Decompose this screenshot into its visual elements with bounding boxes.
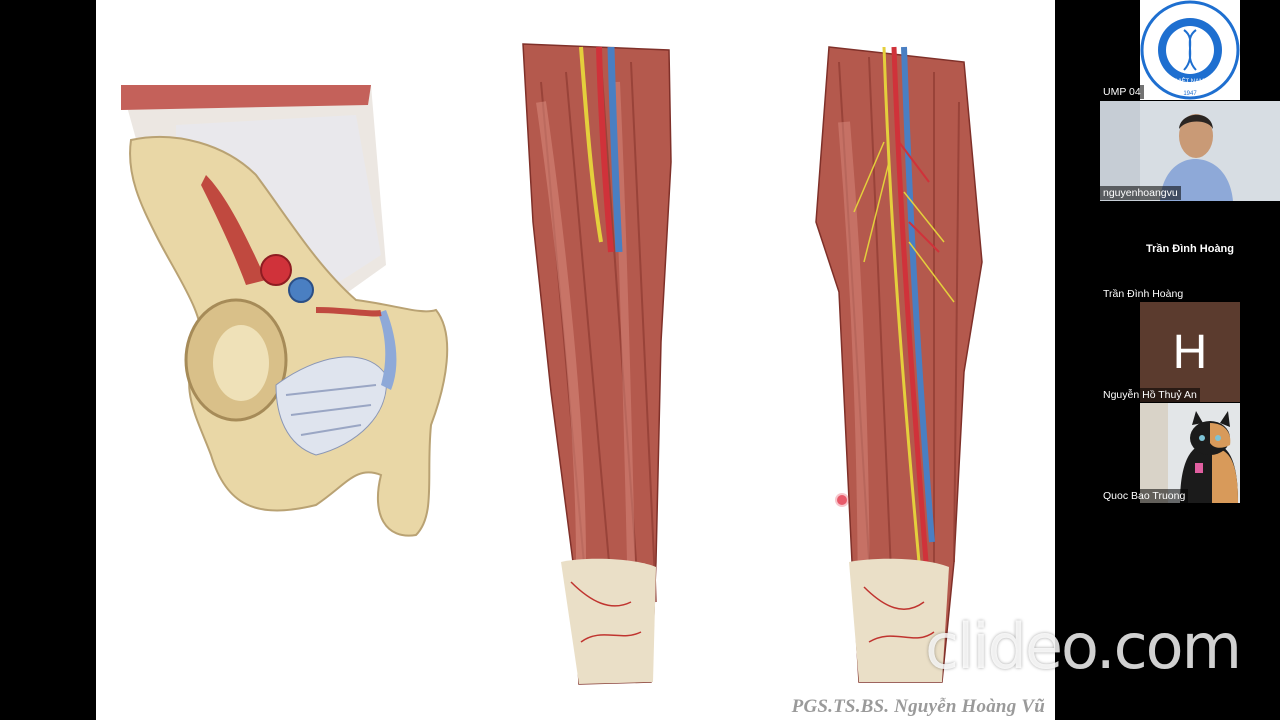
participant-name-video: nguyenhoangvu (1100, 186, 1181, 200)
logo-year-text: 1947 (1183, 91, 1197, 97)
participant-name-no-video: Trần Đình Hoàng (1100, 287, 1186, 301)
presentation-slide (96, 0, 1055, 720)
participant-no-video-name: Trần Đình Hoàng (1146, 243, 1234, 255)
participant-video-cat[interactable] (1140, 403, 1240, 503)
slide-credit: PGS.TS.BS. Nguyễn Hoàng Vũ (791, 696, 1045, 717)
logo-country-text: VIỆT NAM (1175, 79, 1205, 85)
university-logo-icon (1140, 0, 1240, 100)
laser-pointer (837, 495, 847, 505)
university-logo (1140, 0, 1240, 100)
clideo-watermark: clideo.com (925, 610, 1241, 683)
cat-video-frame (1140, 403, 1240, 503)
participant-avatar[interactable]: H (1140, 302, 1240, 402)
thigh-deep-vessels-figure (814, 42, 989, 692)
hip-bone-inguinal-figure (116, 85, 476, 545)
participant-name-cat: Quoc Bao Truong (1100, 489, 1188, 503)
participant-name-host: UMP 04 (1100, 85, 1144, 99)
thigh-anterior-muscles-figure (521, 42, 681, 692)
participant-name-avatar: Nguyễn Hồ Thuỷ An (1100, 388, 1200, 402)
